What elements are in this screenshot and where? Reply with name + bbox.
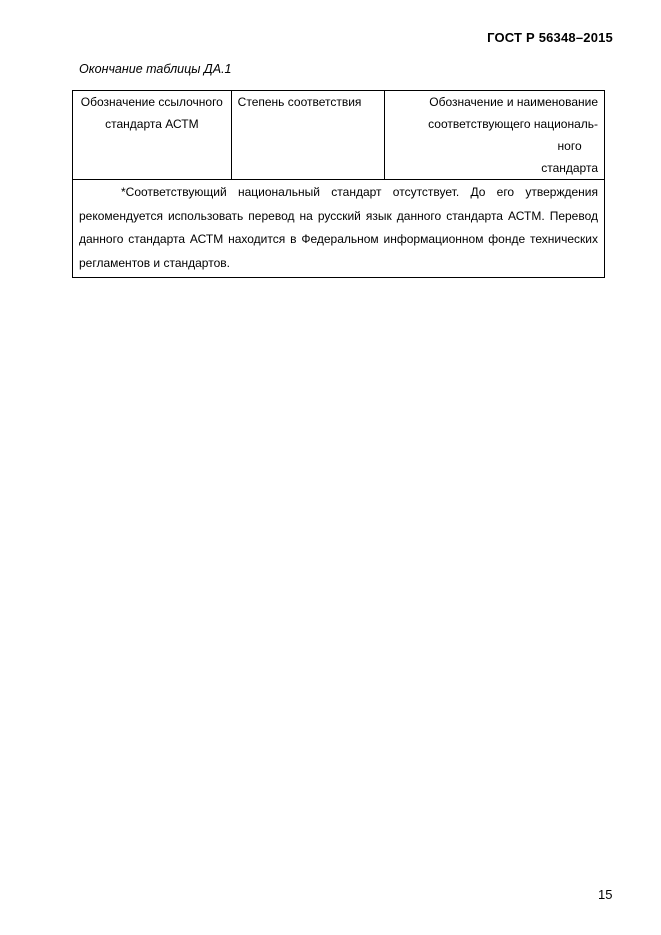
footnote-text: *Соответствующий национальный стандарт отсутствует. До его утверждения рекомендуется использовать перевод на русский язык данного стандарта АСТМ. Перевод данного стандарта АСТМ находится в Федеральном информационном фонде технических регламентов и стандартов. xyxy=(73,180,605,278)
document-code: ГОСТ Р 56348–2015 xyxy=(487,30,613,45)
conformity-table xyxy=(72,90,605,278)
table-row xyxy=(73,180,605,278)
table-caption: Окончание таблицы ДА.1 xyxy=(79,62,232,76)
column-header-designation: Обозначение ссылочного стандарта АСТМ xyxy=(73,91,232,180)
column-header-national-line-3: ного стандарта xyxy=(541,139,598,175)
column-header-national-standard xyxy=(385,91,605,180)
table-header-row xyxy=(73,91,605,180)
column-header-degree: Степень соответствия xyxy=(231,91,385,180)
page-number: 15 xyxy=(598,887,613,902)
column-header-national-line-1: Обозначение и наименование xyxy=(429,95,598,109)
column-header-national-line-2: соответствующего националь- xyxy=(428,117,598,131)
